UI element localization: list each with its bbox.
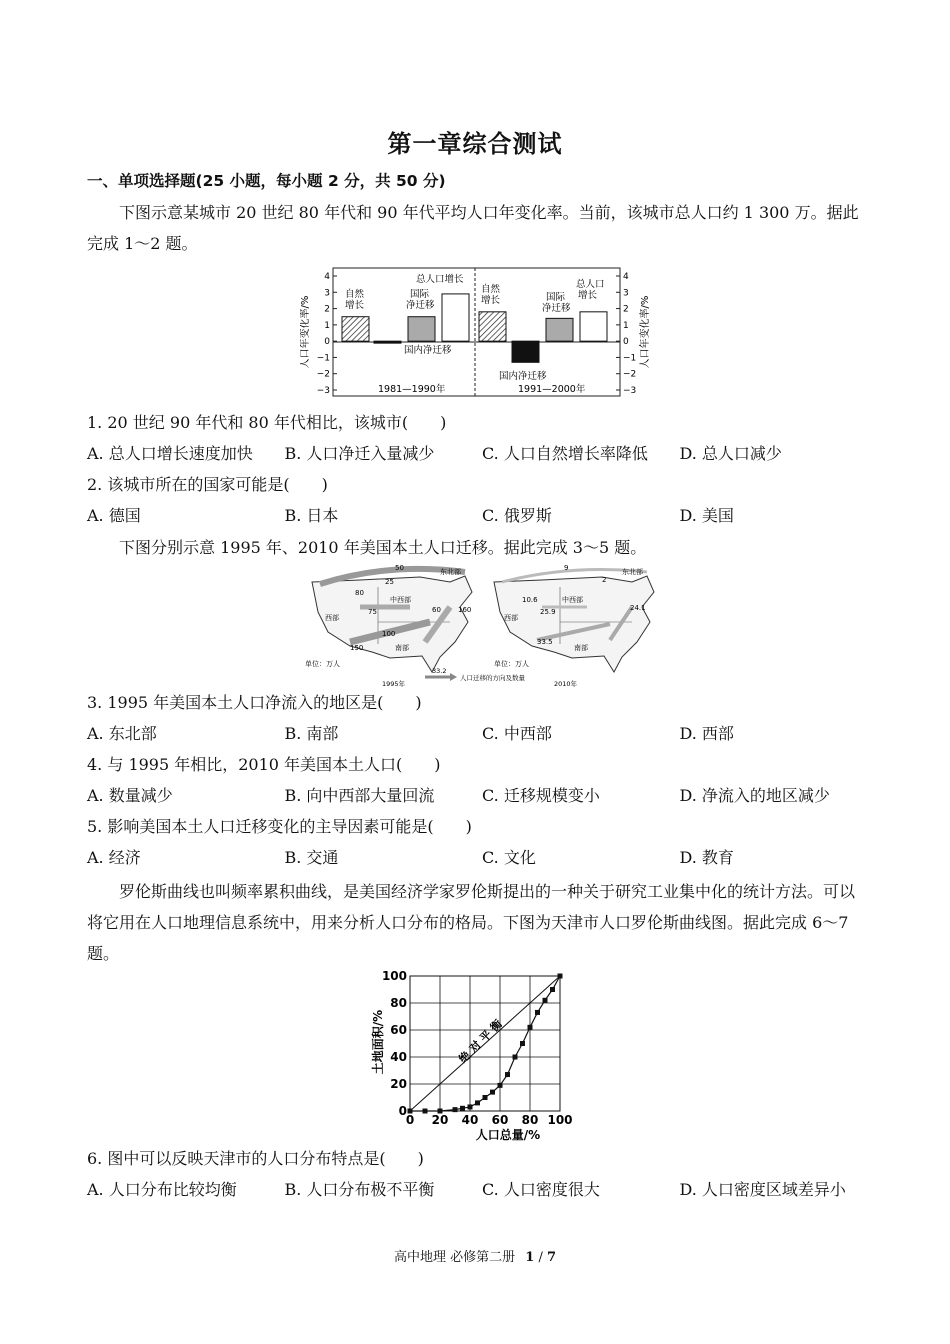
lorenz-curve-chart [368,964,583,1144]
question-1-options [87,443,877,465]
legend [425,667,526,682]
data-point [475,1100,480,1105]
label-intl-1b: 净迁移 [406,300,435,311]
bar-2-2 [512,341,539,362]
data-point [505,1072,510,1077]
q3-option-b[interactable]: B. 南部 [284,724,339,743]
intro-paragraph-1: 下图示意某城市 20 世纪 80 年代和 90 年代平均人口年变化率。当前，该城市总人口约 1 300 万。据此完成 1～2 题。 [87,203,859,253]
map-1995 [305,564,472,688]
q1-option-b[interactable]: B. 人口净迁入量减少 [284,444,435,463]
q1-option-c[interactable]: C. 人口自然增长率降低 [482,444,648,463]
period-label-1: 1981—1990年 [378,384,446,395]
legend-label: 人口迁移的方向及数量 [460,674,525,682]
map1-region-ne: 东北部 [440,568,461,576]
y-tick-label-right: 0 [623,337,629,348]
us-outline-2010 [494,576,654,672]
map2-value-3: 25.9 [540,608,556,616]
section-heading: 一、单项选择题(25 小题，每小题 2 分，共 50 分) [87,172,446,190]
y-axis-label-right: 人口年变化率/% [640,295,651,369]
question-3-options [87,723,877,745]
y-tick-label-left: −1 [316,353,330,364]
q4-option-a[interactable]: A. 数量减少 [87,786,173,805]
q3-option-c[interactable]: C. 中西部 [482,724,552,743]
y-tick-label-right: 3 [623,288,629,299]
question-6: 6. 图中可以反映天津市的人口分布特点是( ) [87,1149,424,1168]
map1-value-3: 80 [355,589,364,597]
bar-1-1 [342,317,369,341]
label-natural-2b: 增长 [481,295,501,306]
label-intl-2b: 净迁移 [542,303,571,314]
x-tick-label: 80 [521,1113,539,1127]
us-outline-1995 [312,576,472,672]
y-tick-label: 20 [390,1077,407,1091]
y-tick-label-left: 0 [324,337,330,348]
map2-value-5: 33.5 [537,638,553,646]
question-5-options [87,847,877,869]
x-tick-label: 0 [405,1113,415,1127]
bar-1-2 [374,341,401,343]
q2-option-c[interactable]: C. 俄罗斯 [482,506,552,525]
data-point [438,1109,443,1114]
y-tick-label: 100 [381,969,407,983]
map1-year: 1995年 [382,680,406,688]
legend-arrowhead [450,673,457,681]
map-2010 [494,564,654,688]
y-tick-label-right: −2 [623,369,637,380]
label-total-1: 总人口增长 [416,274,464,285]
question-4: 4. 与 1995 年相比，2010 年美国本土人口( ) [87,755,441,774]
data-point [490,1090,495,1095]
q2-option-a[interactable]: A. 德国 [87,506,141,525]
data-point [550,987,555,992]
period-label-2: 1991—2000年 [518,384,586,395]
q6-option-a[interactable]: A. 人口分布比较均衡 [87,1180,237,1199]
data-point [483,1095,488,1100]
x-tick-label: 100 [547,1113,573,1127]
data-point [460,1106,465,1111]
q3-option-a[interactable]: A. 东北部 [87,724,157,743]
y-tick-label-right: −3 [623,386,637,396]
y-tick-label: 0 [398,1104,407,1118]
q2-option-d[interactable]: D. 美国 [679,506,734,525]
question-4-options [87,785,877,807]
map1-value-6: 160 [458,606,472,614]
data-point [498,1083,503,1088]
q5-option-c[interactable]: C. 文化 [482,848,536,867]
map2-year: 2010年 [554,680,578,688]
q6-option-c[interactable]: C. 人口密度很大 [482,1180,600,1199]
equality-annotation: 绝 对 平 衡 [456,1017,505,1066]
y-axis-label-left: 人口年变化率/% [300,295,311,369]
data-point [408,1109,413,1114]
map2-unit: 单位：万人 [494,660,529,668]
label-natural-1: 自然 [345,289,365,300]
footer-text: 高中地理 必修第二册 [393,1250,516,1265]
x-tick-label: 60 [491,1113,509,1127]
y-tick-label-right: 1 [623,320,629,331]
y-tick-label-left: −2 [316,369,330,380]
map1-region-mw: 中西部 [390,596,411,604]
data-point [468,1104,473,1109]
question-2-options [87,505,877,527]
y-tick-label-left: 4 [324,272,330,282]
map2-region-south: 南部 [574,644,588,652]
label-natural-2a: 自然 [481,284,501,295]
x-tick-label: 40 [461,1113,479,1127]
y-tick-label: 40 [390,1050,407,1064]
map2-value-4: 24.1 [630,604,646,612]
map2-value-2: 10.6 [522,596,538,604]
legend-value: 33.2 [432,667,447,675]
question-5: 5. 影响美国本土人口迁移变化的主导因素可能是( ) [87,817,472,836]
q5-option-a[interactable]: A. 经济 [87,848,141,867]
question-2: 2. 该城市所在的国家可能是( ) [87,475,328,494]
map1-value-1: 50 [395,564,404,572]
question-3: 3. 1995 年美国本土人口净流入的地区是( ) [87,693,422,712]
data-point [453,1107,458,1112]
data-point [528,1025,533,1030]
label-intl-1a: 国际 [410,289,430,300]
q4-option-b[interactable]: B. 向中西部大量回流 [284,786,435,805]
y-axis-label: 土地面积/% [371,1009,385,1075]
question-1: 1. 20 世纪 90 年代和 80 年代相比，该城市( ) [87,413,447,432]
q5-option-b[interactable]: B. 交通 [284,848,339,867]
y-tick-label-left: 2 [324,304,330,315]
bar-2-4 [580,312,607,341]
q4-option-c[interactable]: C. 迁移规模变小 [482,786,600,805]
map1-value-5: 60 [432,606,441,614]
data-point [513,1055,518,1060]
page-separator: / [538,1250,547,1265]
page-number-current: 1 [525,1250,535,1265]
label-domestic-2: 国内净迁移 [499,371,547,382]
bar-1-3 [408,317,435,341]
map2-region-mw: 中西部 [562,596,583,604]
data-point [535,1010,540,1015]
map2-region-west: 西部 [504,614,518,622]
map2-value-1: 9 [564,564,569,572]
page-footer [0,1246,950,1265]
map1-value-8: 150 [350,644,364,652]
q1-option-d[interactable]: D. 总人口减少 [679,444,782,463]
label-total-2b: 增长 [578,290,598,301]
y-tick-label-right: −1 [623,353,637,364]
q6-option-b[interactable]: B. 人口分布极不平衡 [284,1180,435,1199]
y-tick-label-left: 3 [324,288,330,299]
y-tick-label-left: 1 [324,320,330,331]
population-change-chart [300,262,660,402]
y-tick-label-left: −3 [316,386,330,396]
map1-value-7: 100 [382,630,396,638]
question-6-options [87,1179,877,1201]
data-point [423,1109,428,1114]
q2-option-b[interactable]: B. 日本 [284,506,339,525]
page-title: 第一章综合测试 [387,130,563,158]
map1-region-south: 南部 [395,644,409,652]
bar-2-1 [479,312,506,341]
data-point [520,1041,525,1046]
q3-option-d[interactable]: D. 西部 [679,724,734,743]
x-axis-label: 人口总量/% [475,1128,541,1142]
y-tick-label: 60 [390,1023,407,1037]
map1-value-4: 75 [368,608,377,616]
map2-value-6: 2 [602,576,607,584]
q6-option-d[interactable]: D. 人口密度区域差异小 [679,1180,846,1199]
x-tick-label: 20 [431,1113,449,1127]
y-tick-label-right: 4 [623,272,629,282]
q1-option-a[interactable]: A. 总人口增长速度加快 [87,444,253,463]
y-tick-label: 80 [390,996,407,1010]
map1-value-2: 25 [385,578,394,586]
map2-region-ne: 东北部 [622,568,643,576]
data-point [543,998,548,1003]
label-domestic-1: 国内净迁移 [404,345,452,356]
q5-option-d[interactable]: D. 教育 [679,848,734,867]
q4-option-d[interactable]: D. 净流入的地区减少 [679,786,830,805]
data-point [558,974,563,979]
page-number-total: 7 [546,1250,557,1265]
map1-unit: 单位：万人 [305,660,340,668]
label-natural-2: 增长 [345,300,365,311]
label-total-2a: 总人口 [576,279,605,290]
intro-paragraph-3: 罗伦斯曲线也叫频率累积曲线，是美国经济学家罗伦斯提出的一种关于研究工业集中化的统计方法。可以将它用在人口地理信息系统中，用来分析人口分布的格局。下图为天津市人口罗伦斯曲线图。据此完成 6～7 题。 [87,882,856,963]
bar-1-4 [442,294,469,341]
y-tick-label-right: 2 [623,304,629,315]
us-migration-maps [300,562,662,690]
label-intl-2a: 国际 [546,292,566,303]
map1-region-west: 西部 [325,614,339,622]
intro-paragraph-2: 下图分别示意 1995 年、2010 年美国本土人口迁移。据此完成 3～5 题。 [119,538,647,557]
bar-2-3 [546,318,573,341]
